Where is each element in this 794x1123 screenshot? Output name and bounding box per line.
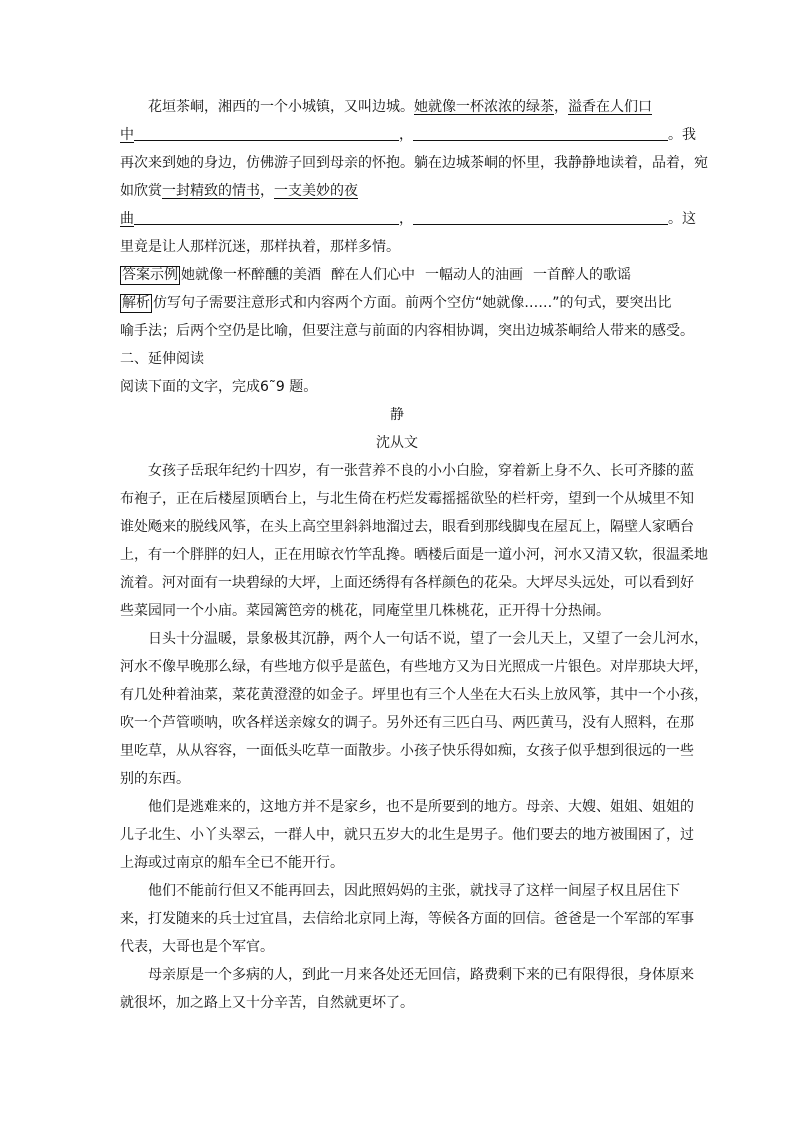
article-line: 女孩子岳珉年纪约十四岁，有一张营养不良的小小白脸，穿着新上身不久、长可齐膝的蓝 (148, 463, 694, 479)
article-line: 别的东西。 (120, 771, 190, 787)
analysis-label: 解析 (122, 295, 150, 311)
article-title: 静 (390, 407, 404, 423)
fill-blank[interactable] (413, 208, 668, 225)
article-line: 些菜园同一个小庙。菜园篱笆旁的桃花，同庵堂里几株桃花，正开得十分热闹。 (120, 603, 610, 619)
article-line: 日头十分温暖，景象极其沉静，两个人一句话不说，望了一会儿天上，又望了一会儿河水， (148, 631, 708, 647)
exercise-line-6: 里竟是让人那样沉迷，那样执着，那样多情。 (120, 239, 400, 255)
article-line: 谁处飏来的脱线风筝，在头上高空里斜斜地溜过去，眼看到那线脚曳在屋瓦上，隔壁人家晒台 (120, 519, 694, 535)
article-line: 母亲原是一个多病的人，到此一月来各处还无回信，路费剩下来的已有限得很，身体原来 (148, 967, 694, 983)
exercise-text: ， (399, 127, 413, 143)
article-line: 布袍子，正在后楼屋顶晒台上，与北生倚在朽烂发霉摇摇欲坠的栏杆旁，望到一个从城里不知 (120, 491, 694, 507)
analysis-line-1 (120, 289, 674, 317)
exercise-line-2 (120, 121, 696, 149)
article-line: 来，打发随来的兵士过宜昌，去信给北京同上海，等候各方面的回信。爸爸是一个军部的军事 (120, 911, 694, 927)
exercise-text: 。我 (668, 127, 696, 143)
answer-item: 醉在人们心中 (331, 267, 415, 283)
answer-item: 一首醉人的歌谣 (533, 267, 631, 283)
exercise-line-1 (120, 93, 674, 121)
exercise-text: 花垣茶峒，湘西的一个小城镇，又叫边城。 (148, 99, 414, 115)
article-line: 上海或过南京的船车全已不能开行。 (120, 855, 344, 871)
section-instruction: 阅读下面的文字，完成6˜9 题。 (120, 379, 318, 395)
section-heading: 二、延伸阅读 (120, 351, 204, 367)
exercise-line-3: 再次来到她的身边，仿佛游子回到母亲的怀抱。躺在边城茶峒的怀里，我静静地读着，品着，宛 (120, 155, 708, 171)
exercise-text: 如欣赏 (120, 183, 162, 199)
exercise-line-5 (120, 205, 696, 233)
fill-blank[interactable] (134, 124, 399, 141)
exercise-text: ， (399, 211, 413, 227)
fill-blank[interactable] (134, 208, 399, 225)
article-line: 代表，大哥也是个军官。 (120, 939, 274, 955)
article-line: 河水不像早晚那么绿，有些地方似乎是蓝色，有些地方又为日光照成一片银色。对岸那块大坪， (120, 659, 708, 675)
exercise-text: ， (260, 183, 274, 199)
article-line: 上，有一个胖胖的妇人，正在用晾衣竹竿乱搀。晒楼后面是一道小河，河水又清又软，很温柔地 (120, 547, 708, 563)
underlined-phrase: 溢香在人们口 (568, 99, 652, 115)
analysis-text: 仿写句子需要注意形式和内容两个方面。前两个空仿“她就像……”的句式，要突出比 (153, 295, 672, 311)
article-line: 儿子北生、小丫头翠云，一群人中，就只五岁大的北生是男子。他们要去的地方被围困了，过 (120, 827, 694, 843)
article-line: 他们是逃难来的，这地方并不是家乡，也不是所要到的地方。母亲、大嫂、姐姐、姐姐的 (148, 799, 694, 815)
fill-blank[interactable] (413, 124, 668, 141)
article-line: 就很坏，加之路上又十分辛苦，自然就更坏了。 (120, 995, 414, 1011)
exercise-line-4 (120, 177, 674, 205)
underlined-phrase: 中 (120, 127, 134, 143)
underlined-phrase: 她就像一杯浓浓的绿茶 (414, 99, 554, 115)
underlined-phrase: 曲 (120, 211, 134, 227)
article-line: 有几处种着油菜，菜花黄澄澄的如金子。坪里也有三个人坐在大石头上放风筝，其中一个小孩， (120, 687, 708, 703)
exercise-text: ， (554, 99, 568, 115)
answer-label: 答案示例 (122, 267, 178, 283)
answer-item: 一幅动人的油画 (425, 267, 523, 283)
answer-item: 她就像一杯醉醺的美酒 (181, 267, 321, 283)
article-line: 他们不能前行但又不能再回去，因此照妈妈的主张，就找寻了这样一间屋子权且居住下 (148, 883, 680, 899)
article-line: 流着。河对面有一块碧绿的大坪，上面还绣得有各样颜色的花朵。大坪尽头远处，可以看到好 (120, 575, 694, 591)
article-line: 里吃草，从从容容，一面低头吃草一面散步。小孩子快乐得如痴，女孩子似乎想到很远的一些 (120, 743, 694, 759)
article-author: 沈从文 (376, 435, 418, 451)
article-line: 吹一个芦管唢呐，吹各样送亲嫁女的调子。另外还有三匹白马、两匹黄马，没有人照料，在那 (120, 715, 694, 731)
exercise-text: 。这 (668, 211, 696, 227)
analysis-line-2: 喻手法；后两个空仍是比喻，但要注意与前面的内容相协调，突出边城茶峒给人带来的感受。 (120, 323, 694, 339)
answer-line (120, 261, 674, 289)
underlined-phrase: 一支美妙的夜 (274, 183, 358, 199)
underlined-phrase: 一封精致的情书 (162, 183, 260, 199)
